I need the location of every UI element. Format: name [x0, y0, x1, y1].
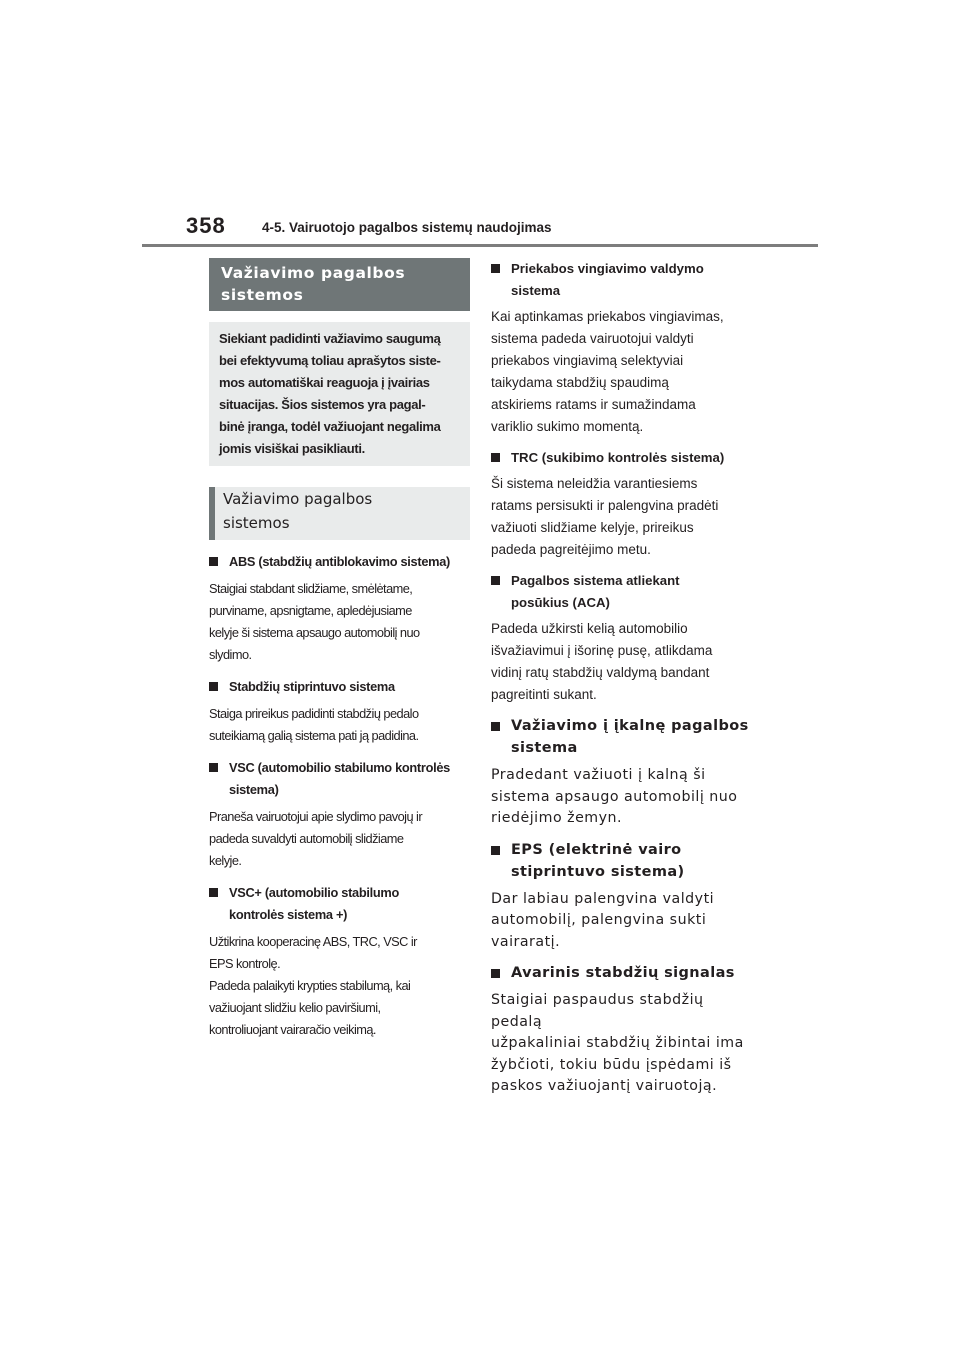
square-bullet-icon: [209, 888, 218, 897]
item-hill-start: [491, 715, 759, 830]
item-body: Staiga prireikus padidinti stabdžių pedalo suteikiamą galią sistema pati ją padidina.: [209, 706, 419, 743]
square-bullet-icon: [491, 264, 500, 273]
item-trailer-sway: [491, 258, 759, 438]
item-body: Praneša vairuotojui apie slydimo pavojų ir padeda suvaldyti automobilį slidžiame kelyje.: [209, 809, 423, 868]
item-body: Dar labiau palengvina valdyti automobilį, palengvina sukti vairaratį.: [491, 890, 715, 950]
item-brake-assist: [209, 676, 470, 747]
running-head: 4-5. Vairuotojo pagalbos sistemų naudojimas: [262, 220, 552, 235]
item-emergency-brake-signal: [491, 962, 759, 1098]
section-title: Važiavimo pagalbos sistemos: [209, 258, 470, 311]
item-eps: [491, 839, 759, 954]
item-body: Staigiai paspaudus stabdžių pedalą užpakaliniai stabdžių žibintai ima žybčioti, tokiu būdu įspėdami iš paskos važiuojantį vairuotoją.: [491, 992, 744, 1094]
item-body: Kai aptinkamas priekabos vingiavimas, sistema padeda vairuotojui valdyti priekabos vingiavimą selektyviai taikydama stabdžių spaudimą atskiriems ratams ir sumažindama variklio sukimo momentą.: [491, 309, 724, 434]
left-column: [209, 258, 470, 1051]
square-bullet-icon: [491, 576, 500, 585]
item-body: Ši sistema neleidžia varantiesiems ratams persisukti ir palengvina pradėti važiuoti slidžiame kelyje, prireikus padeda pagreitėjimo metu.: [491, 476, 719, 557]
item-vsc-plus: [209, 882, 470, 1041]
square-bullet-icon: [491, 969, 500, 978]
intro-box: Siekiant padidinti važiavimo saugumą bei efektyvumą toliau aprašytos siste- mos automatiškai reaguoja į įvairias situacijas. Šios sistemos yra pagal- binė įranga, todėl važiuojant negalima jomis visiškai pasikliauti.: [209, 322, 470, 466]
item-title: EPS (elektrinė vairo stiprintuvo sistema): [491, 839, 759, 883]
left-items: [209, 551, 470, 1041]
item-trc: [491, 447, 759, 561]
item-aca: [491, 570, 759, 706]
item-body: Padeda užkirsti kelią automobilio išvažiavimui į išorinę pusę, atlikdama vidinį ratų stabdžių valdymą bandant pagreitinti sukant.: [491, 621, 713, 702]
item-title: Priekabos vingiavimo valdymo sistema: [491, 258, 759, 302]
item-title: TRC (sukibimo kontrolės sistema): [491, 447, 759, 469]
item-title: Avarinis stabdžių signalas: [491, 962, 759, 984]
item-title: VSC+ (automobilio stabilumo kontrolės sistema +): [209, 882, 470, 926]
right-column: [491, 258, 759, 1107]
square-bullet-icon: [491, 846, 500, 855]
item-title: VSC (automobilio stabilumo kontrolės sistema): [209, 757, 470, 801]
item-body: Užtikrina kooperacinę ABS, TRC, VSC ir EPS kontrolę. Padeda palaikyti krypties stabilumą, kai važiuojant slidžiu kelio paviršiumi, kontroliuojant vairaračio veikimą.: [209, 934, 417, 1037]
square-bullet-icon: [209, 557, 218, 566]
square-bullet-icon: [209, 682, 218, 691]
square-bullet-icon: [491, 453, 500, 462]
item-abs: [209, 551, 470, 666]
square-bullet-icon: [491, 722, 500, 731]
item-title: ABS (stabdžių antiblokavimo sistema): [209, 551, 470, 573]
item-body: Staigiai stabdant slidžiame, smėlėtame, purviname, apsnigtame, apledėjusiame kelyje ši sistema apsaugo automobilį nuo slydimo.: [209, 581, 420, 662]
item-vsc: [209, 757, 470, 872]
square-bullet-icon: [209, 763, 218, 772]
item-body: Pradedant važiuoti į kalną ši sistema apsaugo automobilį nuo riedėjimo žemyn.: [491, 767, 738, 826]
sub-section-title: Važiavimo pagalbos sistemos: [209, 487, 470, 540]
page-number: 358: [186, 213, 226, 238]
item-title: Važiavimo į įkalnę pagalbos sistema: [491, 715, 759, 759]
item-title: Pagalbos sistema atliekant posūkius (ACA): [491, 570, 759, 614]
header-rule: [142, 244, 818, 247]
item-title: Stabdžių stiprintuvo sistema: [209, 676, 470, 698]
